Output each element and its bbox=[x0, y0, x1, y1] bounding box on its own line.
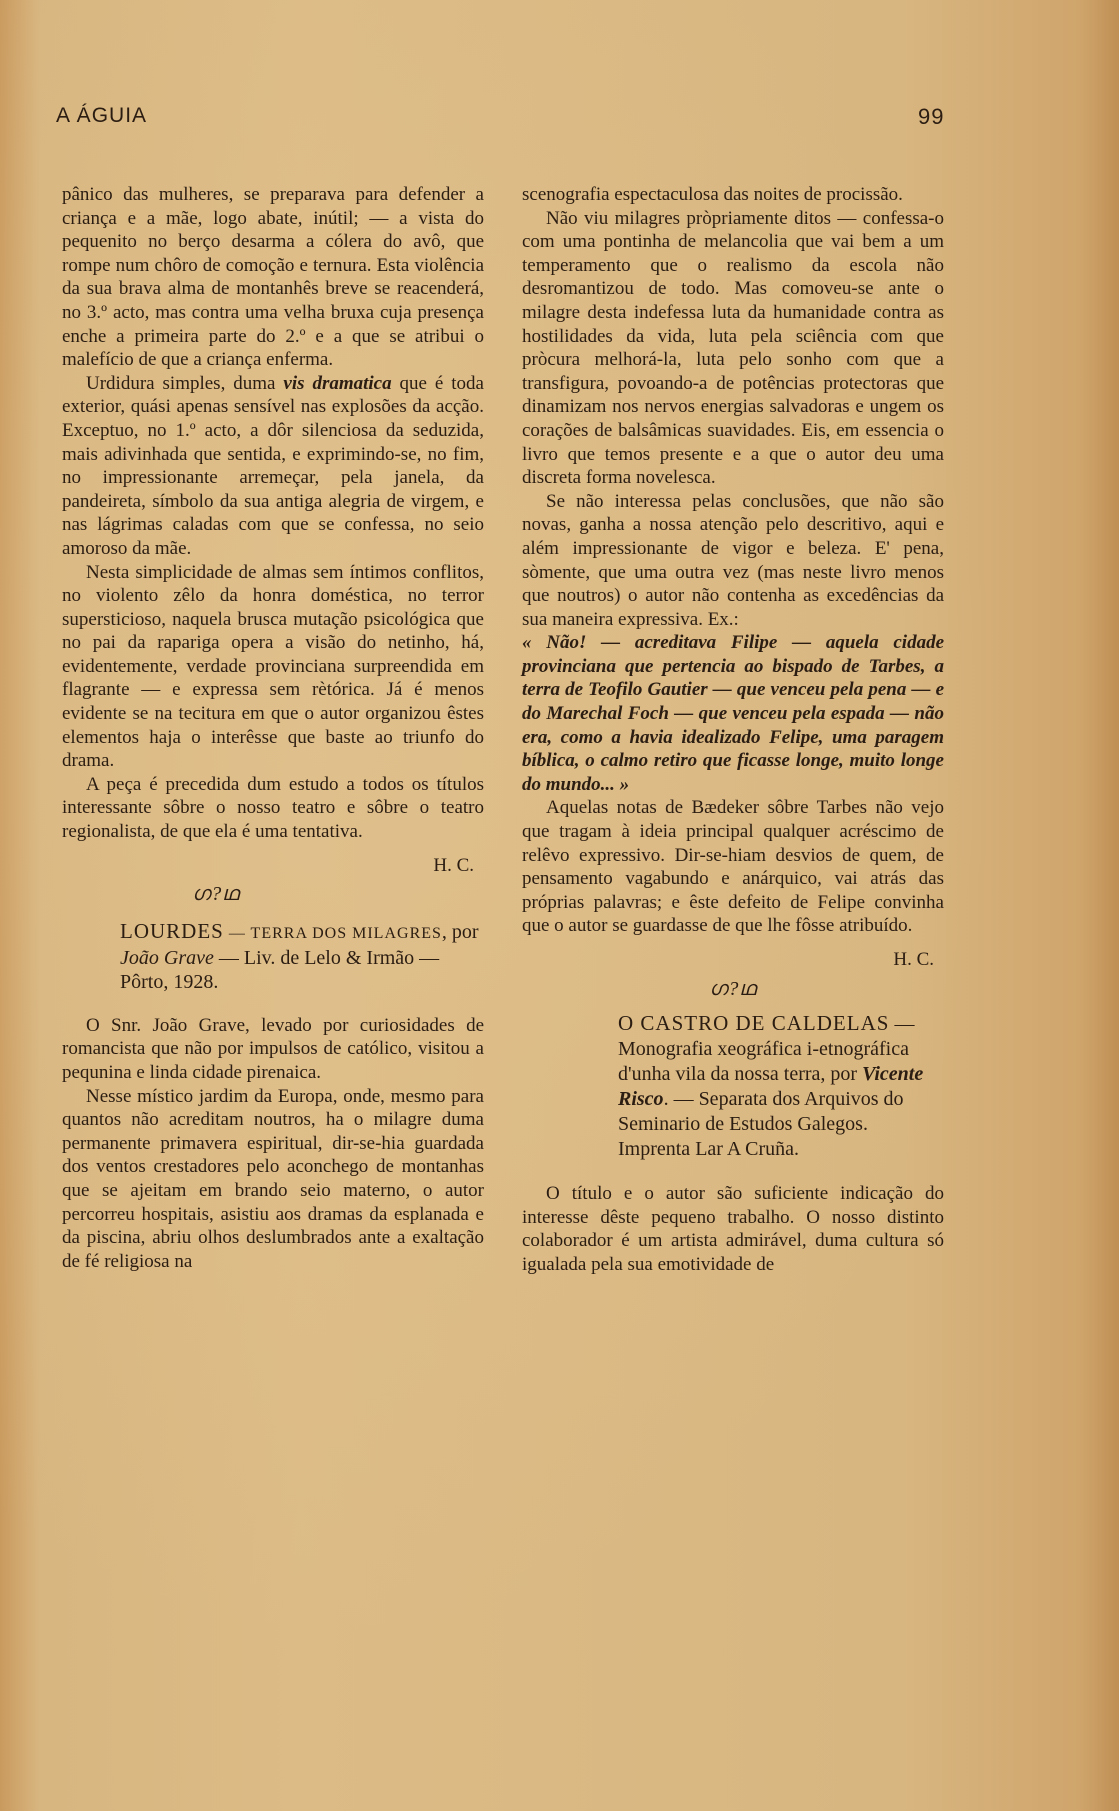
paragraph: pânico das mulheres, se preparava para defender a criança e a mãe, logo abate, inútil; — a vista do pequenito no berço desarma a cólera do avô, que rompe num chôro de comoção e ternura. Esta violência da sua brava alma de montanhês breve se reacenderá, no 3.º acto, mas contra uma velha bruxa cuja presença enche a primeira parte do 2.º e a que se atribui o malefício de que a criança enferma. bbox=[62, 184, 484, 371]
emphasis: vis dramatica bbox=[283, 372, 392, 394]
text-run: que é toda exterior, quási apenas sensível nas explosões da acção. Exceptuo, no 1.º acto, a dôr silenciosa da seduzida, mais adivinhada que sentida, e exprimindo-se, no fim, no impressionante arremeçar, pela janela, da pandeireta, símbolo da sua antiga alegria de virgem, e nas lágrimas caladas com que se confessa, no seio amoroso da mãe. bbox=[62, 372, 484, 559]
page-number: 99 bbox=[918, 104, 945, 129]
paragraph bbox=[62, 372, 484, 561]
text-run: Urdidura simples, duma bbox=[86, 372, 284, 394]
signature: H. C. bbox=[433, 854, 474, 876]
ornament-glyph: ഗ?ഥ bbox=[192, 883, 240, 906]
review-publisher: — Liv. de Lelo & Irmão — Pôrto, 1928. bbox=[120, 946, 440, 993]
paragraph: Nesta simplicidade de almas sem íntimos conflitos, no violento zêlo da honra doméstica, no terror supersticioso, naquela brusca mutação psicológica que no pai da rapariga opera a visão do netinho, há, evidentemente, verdade provinciana surpreendida em flagrante — e expressa sem rètórica. Já é menos evidente se na tecitura em que o autor organizou êstes elementos haja o interêsse que baste ao triunfo do drama. bbox=[62, 561, 484, 772]
quotation: « Não! — acreditava Filipe — aquela cidade provinciana que pertencia ao bispado de Tarbes, a terra de Teofilo Gautier — que venceu pela pena — e do Marechal Foch — que venceu pela espada — não era, como a havia idealizado Felipe, uma paragem bíblica, o calmo retiro que ficasse longe, muito longe do mundo... » bbox=[522, 632, 944, 795]
review-author: Vicente Risco bbox=[618, 1063, 924, 1111]
signature: H. C. bbox=[893, 949, 934, 970]
review-title bbox=[62, 919, 484, 994]
running-head: A ÁGUIA bbox=[56, 104, 148, 127]
paragraph: O Snr. João Grave, levado por curiosidades de romancista que não por impulsos de católico, visitou a pequnina e linda cidade pirenaica. bbox=[62, 1014, 484, 1083]
right-column bbox=[522, 183, 944, 1277]
spacer bbox=[62, 994, 484, 1014]
left-column bbox=[62, 183, 484, 1273]
ornament-glyph: ഗ?ഥ bbox=[709, 977, 757, 1000]
review-title-sub: — Monografia xeográfica i-etnográfica d'unha vila da nossa terra, por bbox=[618, 1013, 915, 1086]
paragraph: scenografia espectaculosa das noites de procissão. bbox=[522, 184, 903, 205]
paragraph: A peça é precedida dum estudo a todos os títulos interessante sôbre o nosso teatro e sôbre o teatro regionalista, de que ela é uma tentativa. bbox=[62, 773, 484, 843]
paragraph: Nesse místico jardim da Europa, onde, mesmo para quantos não acreditam noutros, ha o milagre duma permanente primavera espiritual, dir-se-hia guardada dos ventos crestadores pelo aconchego de montanhas que se ajeitam em brando seio materno, o autor percorreu hospitais, asistiu aos dramas da esplanada e da piscina, abriu olhos deslumbrados ante a exaltação de fé religiosa na bbox=[62, 1085, 484, 1272]
review-title-main: LOURDES bbox=[120, 918, 224, 943]
review-title-sub: — TERRA DOS MILAGRES bbox=[223, 924, 442, 942]
review-title bbox=[522, 1011, 944, 1162]
paragraph: Não viu milagres pròpriamente ditos — confessa-o com uma pontinha de melancolia que vai bem a um temperamento que o realismo da escola não desromantizou de todo. Mas comoveu-se ante o milagre desta indefessa luta da humanidade contra as hostilidades da vida, luta pela sciência com que pròcura melhorá-la, luta pelo sonho com que a transfigura, povoando-a de potências protectoras que dinamizam nos nervos energias salvadoras e ungem os corações de balsâmicas suavidades. Eis, em essencia o livro que temos presente e a que o autor deu uma discreta forma novelesca. bbox=[522, 207, 944, 489]
paragraph: Se não interessa pelas conclusões, que não são novas, ganha a nossa atenção pelo descritivo, aqui e além impressionante de vigor e beleza. E' pena, sòmente, que uma outra vez (mas neste livro menos que noutros) o autor não contenha as excedências da sua maneira expressiva. Ex.: bbox=[522, 490, 944, 630]
review-publisher: . — Separata dos Arquivos do Seminario de Estudos Galegos. Imprenta Lar A Cruña. bbox=[618, 1088, 904, 1161]
paragraph: Aquelas notas de Bædeker sôbre Tarbes não vejo que tragam à ideia principal qualquer acréscimo de relêvo expressivo. Dir-se-hiam desvios de quem, de pensamento vagabundo e anárquico, vai atrás das próprias palavras; e êste defeito de Felipe convinha que o autor se guardasse de que lhe fôsse atribuído. bbox=[522, 797, 944, 937]
review-title-main: O CASTRO DE CALDELAS bbox=[618, 1011, 890, 1036]
text-run: , por bbox=[441, 920, 479, 943]
spacer bbox=[522, 1162, 944, 1182]
paragraph: O título e o autor são suficiente indicação do interesse dêste pequeno trabalho. O nosso distinto colaborador é um artista admirável, duma cultura só igualada pela sua emotividade de bbox=[522, 1183, 944, 1275]
review-author: João Grave bbox=[120, 946, 214, 969]
